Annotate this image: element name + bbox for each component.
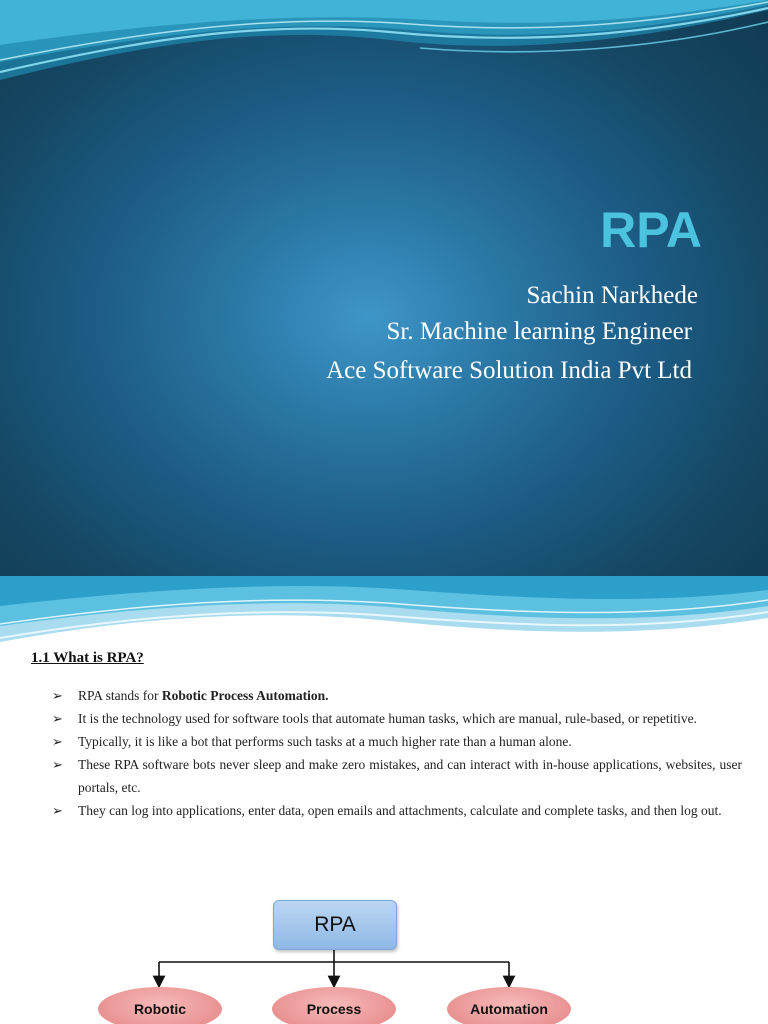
- diagram-connectors: [19, 644, 759, 1024]
- diagram-node-process: Process: [272, 987, 396, 1024]
- arrow-bullet-icon: ➢: [52, 803, 63, 818]
- bullet-text: These RPA software bots never sleep and make zero mistakes, and can interact with in-house applications, websites, user portals, etc.: [78, 757, 742, 795]
- decorative-wave-header: [0, 0, 768, 100]
- arrow-bullet-icon: ➢: [52, 757, 63, 772]
- content-slide: [0, 576, 768, 1024]
- presenter-name: Sachin Narkhede: [526, 282, 698, 309]
- bullet-bold-text: Robotic Process Automation.: [161, 688, 329, 703]
- diagram-node-robotic: Robotic: [98, 987, 222, 1024]
- bullet-text: Typically, it is like a bot that performs such tasks at a much higher rate than a human alone.: [78, 734, 572, 749]
- section-heading: 1.1 What is RPA?: [31, 650, 144, 666]
- presenter-company: Ace Software Solution India Pvt Ltd: [326, 357, 692, 384]
- diagram-root-node: RPA: [273, 900, 397, 950]
- arrow-bullet-icon: ➢: [52, 688, 63, 703]
- bullet-text: RPA stands for: [78, 688, 162, 703]
- diagram-node-automation: Automation: [447, 987, 571, 1024]
- presenter-role: Sr. Machine learning Engineer: [386, 318, 692, 345]
- arrow-bullet-icon: ➢: [52, 734, 63, 749]
- bullet-text: They can log into applications, enter data, open emails and attachments, calculate and complete tasks, and then log out.: [78, 803, 722, 818]
- document-excerpt: [19, 644, 759, 1024]
- bullet-text: It is the technology used for software tools that automate human tasks, which are manual, rule-based, or repetitive.: [78, 711, 697, 726]
- arrow-bullet-icon: ➢: [52, 711, 63, 726]
- slide-title: RPA: [600, 202, 702, 258]
